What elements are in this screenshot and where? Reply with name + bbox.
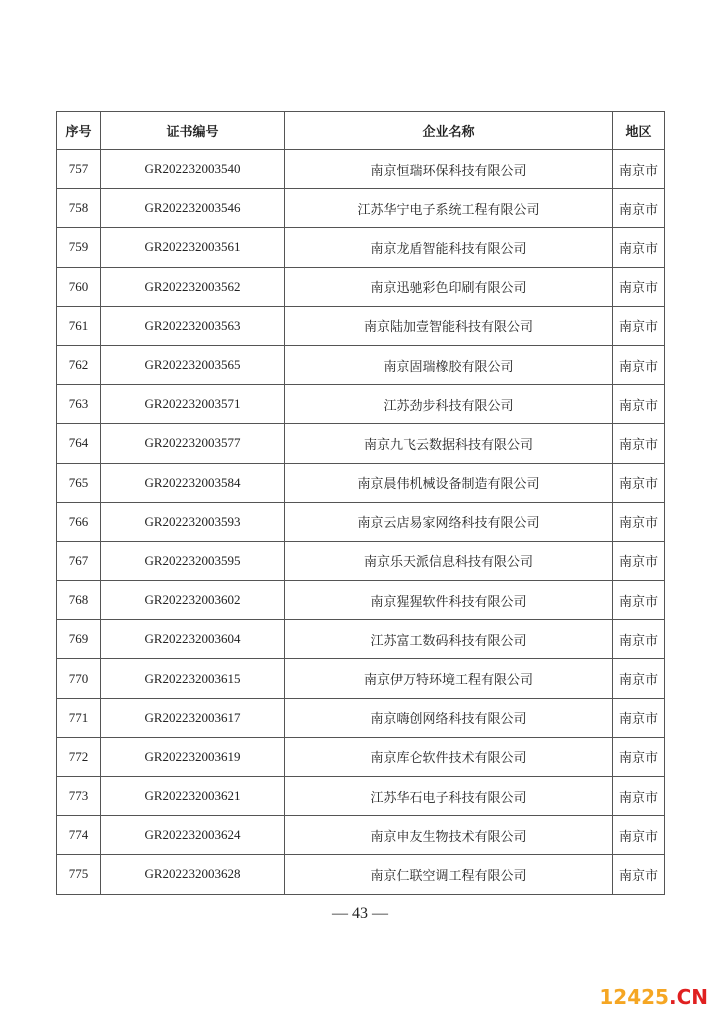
cell-serial: 767	[57, 541, 101, 580]
certificate-table	[56, 111, 665, 895]
cell-company-name: 江苏华宁电子系统工程有限公司	[285, 189, 613, 228]
cell-certificate-number: GR202232003562	[101, 267, 285, 306]
cell-certificate-number: GR202232003546	[101, 189, 285, 228]
cell-region: 南京市	[613, 463, 665, 502]
cell-serial: 765	[57, 463, 101, 502]
cell-serial: 773	[57, 777, 101, 816]
cell-company-name: 南京陆加壹智能科技有限公司	[285, 306, 613, 345]
table-row	[57, 659, 665, 698]
cell-region: 南京市	[613, 267, 665, 306]
cell-serial: 775	[57, 855, 101, 894]
cell-region: 南京市	[613, 306, 665, 345]
certificate-table-container	[56, 111, 664, 895]
cell-certificate-number: GR202232003595	[101, 541, 285, 580]
cell-serial: 757	[57, 150, 101, 189]
cell-serial: 763	[57, 385, 101, 424]
cell-serial: 764	[57, 424, 101, 463]
cell-certificate-number: GR202232003577	[101, 424, 285, 463]
cell-serial: 770	[57, 659, 101, 698]
cell-region: 南京市	[613, 816, 665, 855]
cell-company-name: 南京龙盾智能科技有限公司	[285, 228, 613, 267]
cell-company-name: 南京迅驰彩色印刷有限公司	[285, 267, 613, 306]
cell-company-name: 南京伊万特环境工程有限公司	[285, 659, 613, 698]
cell-certificate-number: GR202232003561	[101, 228, 285, 267]
cell-region: 南京市	[613, 228, 665, 267]
cell-region: 南京市	[613, 424, 665, 463]
cell-certificate-number: GR202232003563	[101, 306, 285, 345]
cell-company-name: 南京申友生物技术有限公司	[285, 816, 613, 855]
cell-region: 南京市	[613, 345, 665, 384]
table-row	[57, 150, 665, 189]
cell-company-name: 江苏富工数码科技有限公司	[285, 620, 613, 659]
table-header-row	[57, 112, 665, 150]
watermark-part2: .CN	[668, 985, 708, 1009]
table-row	[57, 698, 665, 737]
cell-certificate-number: GR202232003571	[101, 385, 285, 424]
cell-company-name: 南京云店易家网络科技有限公司	[285, 502, 613, 541]
table-row	[57, 267, 665, 306]
cell-company-name: 江苏劲步科技有限公司	[285, 385, 613, 424]
cell-serial: 758	[57, 189, 101, 228]
table-row	[57, 463, 665, 502]
cell-region: 南京市	[613, 777, 665, 816]
cell-company-name: 南京库仑软件技术有限公司	[285, 737, 613, 776]
cell-certificate-number: GR202232003604	[101, 620, 285, 659]
cell-certificate-number: GR202232003540	[101, 150, 285, 189]
cell-company-name: 南京固瑞橡胶有限公司	[285, 345, 613, 384]
cell-certificate-number: GR202232003565	[101, 345, 285, 384]
cell-company-name: 江苏华石电子科技有限公司	[285, 777, 613, 816]
cell-certificate-number: GR202232003615	[101, 659, 285, 698]
cell-serial: 771	[57, 698, 101, 737]
cell-certificate-number: GR202232003584	[101, 463, 285, 502]
table-row	[57, 581, 665, 620]
cell-region: 南京市	[613, 659, 665, 698]
table-row	[57, 737, 665, 776]
cell-company-name: 南京猩猩软件科技有限公司	[285, 581, 613, 620]
table-row	[57, 816, 665, 855]
cell-serial: 768	[57, 581, 101, 620]
page-number: — 43 —	[332, 905, 388, 922]
cell-region: 南京市	[613, 698, 665, 737]
header-certificate-number: 证书编号	[101, 112, 285, 150]
cell-certificate-number: GR202232003628	[101, 855, 285, 894]
cell-region: 南京市	[613, 385, 665, 424]
cell-company-name: 南京嗨创网络科技有限公司	[285, 698, 613, 737]
cell-company-name: 南京仁联空调工程有限公司	[285, 855, 613, 894]
table-row	[57, 306, 665, 345]
cell-company-name: 南京恒瑞环保科技有限公司	[285, 150, 613, 189]
table-row	[57, 189, 665, 228]
cell-serial: 761	[57, 306, 101, 345]
header-serial: 序号	[57, 112, 101, 150]
table-row	[57, 424, 665, 463]
cell-certificate-number: GR202232003624	[101, 816, 285, 855]
cell-serial: 772	[57, 737, 101, 776]
cell-company-name: 南京乐天派信息科技有限公司	[285, 541, 613, 580]
cell-certificate-number: GR202232003621	[101, 777, 285, 816]
watermark-part1: 12425	[599, 985, 669, 1009]
cell-certificate-number: GR202232003602	[101, 581, 285, 620]
cell-certificate-number: GR202232003619	[101, 737, 285, 776]
cell-region: 南京市	[613, 541, 665, 580]
table-row	[57, 541, 665, 580]
cell-serial: 762	[57, 345, 101, 384]
cell-region: 南京市	[613, 737, 665, 776]
cell-serial: 769	[57, 620, 101, 659]
cell-region: 南京市	[613, 502, 665, 541]
cell-region: 南京市	[613, 855, 665, 894]
table-row	[57, 385, 665, 424]
site-watermark-logo	[599, 985, 708, 1009]
table-row	[57, 855, 665, 894]
cell-serial: 774	[57, 816, 101, 855]
table-row	[57, 502, 665, 541]
cell-serial: 766	[57, 502, 101, 541]
table-row	[57, 345, 665, 384]
cell-certificate-number: GR202232003617	[101, 698, 285, 737]
cell-region: 南京市	[613, 581, 665, 620]
cell-serial: 759	[57, 228, 101, 267]
cell-company-name: 南京晨伟机械设备制造有限公司	[285, 463, 613, 502]
cell-serial: 760	[57, 267, 101, 306]
cell-company-name: 南京九飞云数据科技有限公司	[285, 424, 613, 463]
cell-certificate-number: GR202232003593	[101, 502, 285, 541]
header-company-name: 企业名称	[285, 112, 613, 150]
cell-region: 南京市	[613, 189, 665, 228]
table-row	[57, 620, 665, 659]
cell-region: 南京市	[613, 150, 665, 189]
table-row	[57, 777, 665, 816]
cell-region: 南京市	[613, 620, 665, 659]
table-row	[57, 228, 665, 267]
header-region: 地区	[613, 112, 665, 150]
